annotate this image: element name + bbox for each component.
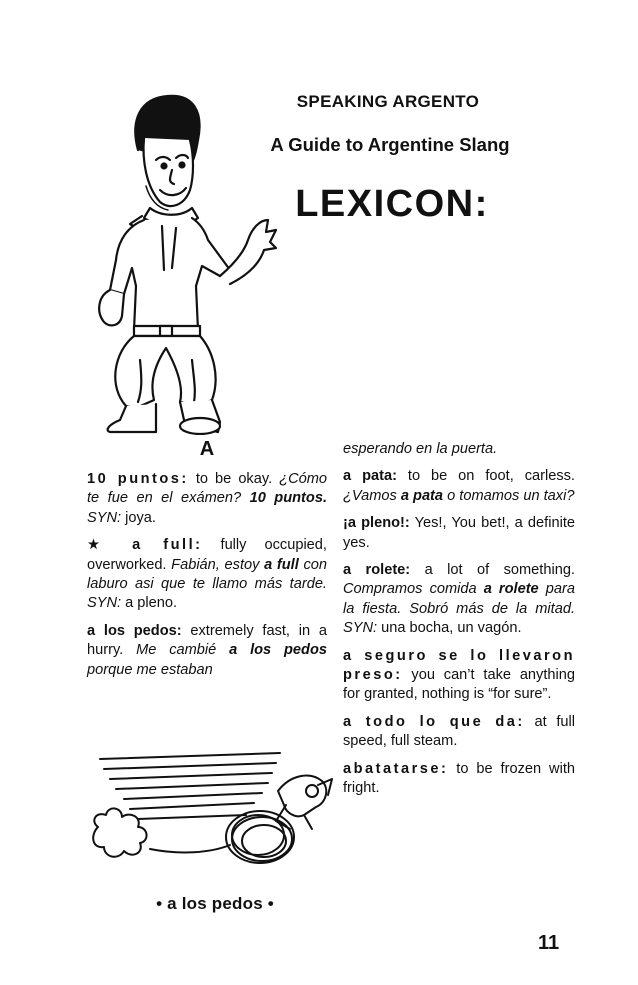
chapter-title: LEXICON: xyxy=(295,183,489,225)
lexicon-entry-a-pata xyxy=(343,467,575,506)
example-highlight: a pata xyxy=(400,487,444,504)
definition: a lot of something. xyxy=(410,562,575,579)
speeding-rider-illustration xyxy=(90,745,340,875)
book-title: SPEAKING ARGENTO xyxy=(296,92,480,111)
headword: a pata: xyxy=(343,468,397,485)
syn-label: SYN: xyxy=(87,595,122,612)
lexicon-entry-abatatarse xyxy=(343,760,575,799)
synonym: a pleno. xyxy=(121,595,178,612)
definition: fully occupied, overworked. xyxy=(87,537,327,573)
example: Me cambié xyxy=(136,642,230,659)
example-highlight: a los pedos xyxy=(229,642,327,659)
headword: a los pedos: xyxy=(87,622,182,639)
headword: ¡a pleno!: xyxy=(343,515,410,532)
synonym: joya. xyxy=(121,509,156,526)
headword: a seguro se lo llevaron preso: xyxy=(343,647,575,684)
example-continued: porque me estaban xyxy=(87,661,213,678)
entry-continuation: esperando en la puerta. xyxy=(343,441,498,457)
example-highlight: 10 puntos. xyxy=(249,490,327,507)
book-subtitle: A Guide to Argentine Slang xyxy=(270,134,510,155)
illustration-caption: • a los pedos • xyxy=(156,894,274,913)
headword: a full: xyxy=(132,537,203,554)
headword: 10 puntos: xyxy=(87,471,189,487)
definition: to be okay. xyxy=(188,471,280,487)
example-continued: para la fiesta. Sobró más de la mitad. xyxy=(343,581,575,617)
example-continued: o tomamos un taxi? xyxy=(443,487,575,504)
syn-label: SYN: xyxy=(87,509,122,526)
definition: you can’t take anything for granted, nothing is “for sure”. xyxy=(343,667,575,703)
headword: abatatarse: xyxy=(343,760,449,777)
definition: extremely fast, in a hurry. xyxy=(87,622,327,659)
page-number: 11 xyxy=(538,932,560,954)
right-column xyxy=(343,440,575,807)
syn-label: SYN: xyxy=(343,620,378,637)
lexicon-entry-a-rolete xyxy=(343,561,575,639)
definition: to be on foot, carless. xyxy=(396,468,575,485)
definition: to be frozen with fright. xyxy=(343,760,575,797)
section-letter: A xyxy=(199,438,215,460)
example: ¿Cómo te fue en el exámen? xyxy=(87,471,328,507)
definition: Yes!, You bet!, a definite yes. xyxy=(343,515,575,551)
example-continued: con laburo asi que te llamo más tarde. xyxy=(87,556,327,593)
lexicon-entry-a-full xyxy=(87,536,327,614)
headword: a todo lo que da: xyxy=(343,713,525,730)
headword: a rolete: xyxy=(343,562,411,579)
gaucho-illustration xyxy=(80,90,280,435)
example: Fabián, estoy xyxy=(171,556,265,573)
lexicon-entry-a-pleno xyxy=(343,514,575,553)
example: ¿Vamos xyxy=(343,487,401,504)
lexicon-entry-a-los-pedos xyxy=(87,622,327,680)
lexicon-entry-a-todo-lo-que-da xyxy=(343,713,575,752)
example-highlight: a full xyxy=(264,556,299,573)
star-icon: ★ xyxy=(87,537,115,554)
definition: at full speed, full steam. xyxy=(343,713,576,750)
left-column xyxy=(87,440,327,688)
example-highlight: a rolete xyxy=(483,581,539,598)
lexicon-entry-10-puntos xyxy=(87,470,327,528)
lexicon-entry-a-seguro xyxy=(343,647,575,705)
synonym: una bocha, un vagón. xyxy=(377,620,522,637)
example: Compramos comida xyxy=(343,581,484,598)
